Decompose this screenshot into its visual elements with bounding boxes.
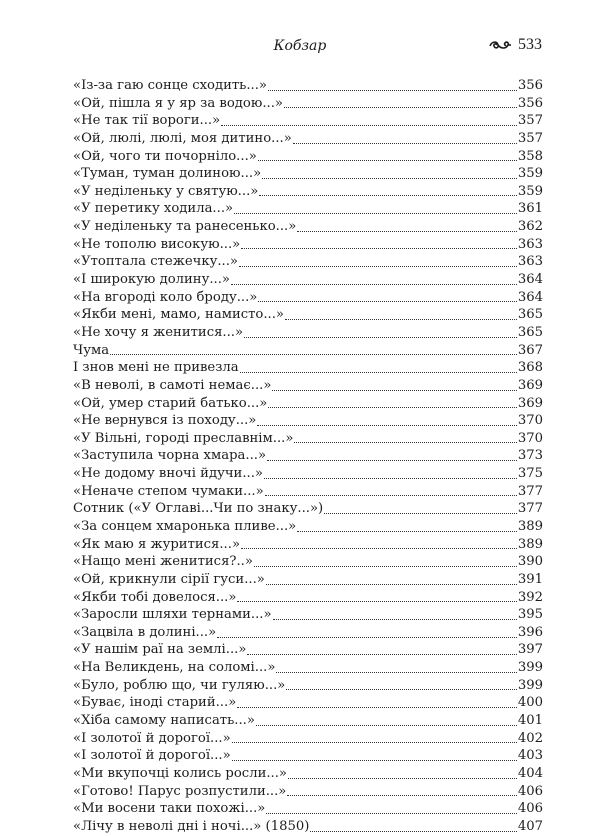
dot-leader <box>258 301 516 302</box>
dot-leader <box>288 778 517 779</box>
dot-leader <box>293 143 517 144</box>
toc-entry-page: 359 <box>517 183 543 199</box>
toc-entry <box>73 642 543 660</box>
dot-leader <box>266 813 516 814</box>
toc-entry-page: 400 <box>517 695 543 711</box>
dot-leader <box>247 654 516 655</box>
toc-entry-page: 363 <box>517 236 543 252</box>
toc-entry-title: «У перетику ходила...» <box>73 201 234 217</box>
toc-entry <box>73 148 543 166</box>
toc-entry <box>73 483 543 501</box>
toc-entry-title: «У нашім раї на землі...» <box>73 642 247 658</box>
toc-entry <box>73 783 543 801</box>
page-header <box>0 36 600 60</box>
dot-leader <box>110 354 517 355</box>
toc-entry-title: «Не вернувся із походу...» <box>73 413 257 429</box>
toc-entry-page: 364 <box>517 289 543 305</box>
toc-entry-page: 359 <box>517 166 543 182</box>
dot-leader <box>244 337 517 338</box>
dot-leader <box>297 231 517 232</box>
toc-entry-page: 377 <box>517 483 543 499</box>
toc-entry <box>73 712 543 730</box>
dot-leader <box>257 425 516 426</box>
toc-entry-title: «Ми восени таки похожі...» <box>73 801 266 817</box>
toc-entry <box>73 377 543 395</box>
toc-entry-page: 363 <box>517 254 543 270</box>
toc-entry <box>73 518 543 536</box>
toc-entry <box>73 677 543 695</box>
toc-entry-page: 362 <box>517 219 543 235</box>
toc-entry <box>73 395 543 413</box>
toc-entry-page: 356 <box>517 77 543 93</box>
toc-entry-title: І знов мені не привезла <box>73 360 239 376</box>
toc-entry <box>73 200 543 218</box>
toc-entry-title: «Туман, туман долиною...» <box>73 166 262 182</box>
toc-entry-title: «Зацвіла в долині...» <box>73 624 217 640</box>
toc-entry-title: «Ой, чого ти почорніло...» <box>73 148 257 164</box>
running-title: Кобзар <box>273 38 327 54</box>
toc-entry <box>73 730 543 748</box>
dot-leader <box>234 213 517 214</box>
toc-entry <box>73 447 543 465</box>
toc-entry-page: 396 <box>517 624 543 640</box>
toc-entry-page: 356 <box>517 95 543 111</box>
dot-leader <box>264 478 517 479</box>
dot-leader <box>265 495 517 496</box>
page-number: 533 <box>518 36 542 53</box>
toc-entry-page: 357 <box>517 130 543 146</box>
dot-leader <box>262 178 517 179</box>
toc-entry-page: 368 <box>517 360 543 376</box>
toc-entry <box>73 659 543 677</box>
toc-entry-title: «І золотої й дорогої...» <box>73 748 231 764</box>
toc-entry <box>73 342 543 360</box>
toc-entry <box>73 606 543 624</box>
toc-entry-page: 389 <box>517 536 543 552</box>
toc-entry <box>73 130 543 148</box>
toc-entry-page: 361 <box>517 201 543 217</box>
page-number-group <box>488 36 542 54</box>
toc-entry-title: «Готово! Парус розпустили...» <box>73 783 287 799</box>
toc-entry-title: «Якби тобі довелося...» <box>73 589 237 605</box>
toc-entry-page: 406 <box>517 783 543 799</box>
dot-leader <box>237 601 516 602</box>
toc-entry-title: «Буває, іноді старий...» <box>73 695 237 711</box>
toc-entry-title: «Лічу в неволі дні і ночі...» (1850) <box>73 818 310 834</box>
toc-entry <box>73 747 543 765</box>
dot-leader <box>268 407 516 408</box>
dot-leader <box>231 284 517 285</box>
toc-entry-page: 370 <box>517 413 543 429</box>
dot-leader <box>241 248 517 249</box>
toc-entry-title: «Заросли шляхи тернами...» <box>73 607 272 623</box>
toc-entry-title: Сотник («У Оглаві...Чи по знаку...») <box>73 501 324 517</box>
dot-leader <box>324 513 517 514</box>
dot-leader <box>217 637 517 638</box>
toc-entry-page: 390 <box>517 554 543 570</box>
toc-entry-page: 358 <box>517 148 543 164</box>
toc-entry-title: «Якби мені, мамо, намисто...» <box>73 307 284 323</box>
toc-entry <box>73 500 543 518</box>
toc-entry-page: 392 <box>517 589 543 605</box>
toc-entry-title: «Нащо мені женитися?..» <box>73 554 253 570</box>
toc-entry-page: 399 <box>517 660 543 676</box>
dot-leader <box>287 795 516 796</box>
toc-entry-title: «Не хочу я женитися...» <box>73 324 244 340</box>
dot-leader <box>241 548 517 549</box>
toc-entry <box>73 412 543 430</box>
toc-entry-title: Чума <box>73 342 110 358</box>
toc-entry-title: «Хіба самому написать...» <box>73 713 255 729</box>
dot-leader <box>310 831 516 832</box>
toc-entry-page: 365 <box>517 324 543 340</box>
toc-entry <box>73 694 543 712</box>
toc-entry <box>73 624 543 642</box>
dot-leader <box>268 90 517 91</box>
toc-entry-page: 373 <box>517 448 543 464</box>
dot-leader <box>272 390 516 391</box>
toc-entry-page: 389 <box>517 519 543 534</box>
toc-entry-page: 407 <box>517 818 543 834</box>
fleuron-icon <box>488 37 512 53</box>
toc-entry <box>73 236 543 254</box>
toc-entry-title: «Заступила чорна хмара...» <box>73 448 267 464</box>
toc-entry <box>73 324 543 342</box>
toc-entry <box>73 536 543 554</box>
dot-leader <box>232 742 517 743</box>
toc-entry-page: 369 <box>517 377 543 393</box>
dot-leader <box>285 319 517 320</box>
toc-entry-title: «Ой, пішла я у яр за водою...» <box>73 95 283 111</box>
toc-entry-page: 364 <box>517 272 543 288</box>
toc-entry-page: 370 <box>517 430 543 446</box>
dot-leader <box>294 442 516 443</box>
dot-leader <box>254 566 517 567</box>
toc-entry-page: 401 <box>517 713 543 729</box>
dot-leader <box>267 460 517 461</box>
toc-entry <box>73 465 543 483</box>
toc-entry-page: 404 <box>517 765 543 781</box>
toc-entry-title: «Ой, умер старий батько...» <box>73 395 268 411</box>
toc-entry-title: «Неначе степом чумаки...» <box>73 483 264 499</box>
toc-entry <box>73 571 543 589</box>
toc-entry-title: «Як маю я журитися...» <box>73 536 241 552</box>
toc-entry-page: 395 <box>517 607 543 623</box>
toc-entry-page: 357 <box>517 113 543 129</box>
toc-entry-title: «У Вільні, городі преславнім...» <box>73 430 294 446</box>
toc-entry <box>73 183 543 201</box>
toc-entry-title: «І золотої й дорогої...» <box>73 730 231 746</box>
toc-entry-title: «Утоптала стежечку...» <box>73 254 238 270</box>
toc-entry-title: «В неволі, в самоті немає...» <box>73 377 272 393</box>
toc-entry-title: «Ми вкупочці колись росли...» <box>73 765 288 781</box>
toc-entry <box>73 765 543 783</box>
toc-entry-page: 365 <box>517 307 543 323</box>
toc-entry-page: 391 <box>517 571 543 587</box>
toc-entry-title: «Було, роблю що, чи гуляю...» <box>73 677 286 693</box>
dot-leader <box>266 584 517 585</box>
toc-entry-page: 375 <box>517 466 543 482</box>
toc-entry-page: 402 <box>517 730 543 746</box>
toc-entry-title: «Не тополю високую...» <box>73 236 241 252</box>
toc-entry-title: «І широкую долину...» <box>73 272 230 288</box>
dot-leader <box>258 160 517 161</box>
toc-entry-page: 367 <box>517 342 543 358</box>
dot-leader <box>256 725 517 726</box>
dot-leader <box>276 672 516 673</box>
toc-entry-title: «У неділеньку у святую...» <box>73 183 259 199</box>
toc-entry-title: «У неділеньку та ранесенько...» <box>73 219 297 235</box>
dot-leader <box>284 107 517 108</box>
toc-entry <box>73 77 543 95</box>
toc-entry-title: «Не додому вночі йдучи...» <box>73 466 263 482</box>
toc-entry-title: «Ой, люлі, люлі, моя дитино...» <box>73 130 292 146</box>
dot-leader <box>240 372 517 373</box>
toc-entry-page: 369 <box>517 395 543 411</box>
toc-entry-title: «Ой, крикнули сірії гуси...» <box>73 571 265 587</box>
table-of-contents <box>73 77 543 836</box>
toc-entry <box>73 306 543 324</box>
toc-entry <box>73 112 543 130</box>
toc-entry <box>73 271 543 289</box>
toc-entry <box>73 95 543 113</box>
toc-entry <box>73 430 543 448</box>
toc-entry <box>73 289 543 307</box>
dot-leader <box>239 266 517 267</box>
toc-entry <box>73 253 543 271</box>
dot-leader <box>232 760 517 761</box>
toc-entry-title: «Із-за гаю сонце сходить...» <box>73 77 268 93</box>
toc-entry <box>73 165 543 183</box>
dot-leader <box>273 619 517 620</box>
toc-entry-page: 399 <box>517 677 543 693</box>
toc-entry <box>73 553 543 571</box>
toc-entry-title: «На Великдень, на соломі...» <box>73 660 276 676</box>
toc-entry <box>73 218 543 236</box>
toc-entry <box>73 589 543 607</box>
toc-entry-page: 403 <box>517 748 543 764</box>
dot-leader <box>297 531 517 532</box>
toc-entry-page: 406 <box>517 801 543 817</box>
dot-leader <box>286 689 516 690</box>
dot-leader <box>237 707 517 708</box>
dot-leader <box>221 125 517 126</box>
toc-entry-page: 397 <box>517 642 543 658</box>
toc-entry <box>73 800 543 818</box>
toc-entry <box>73 359 543 377</box>
toc-entry-title: «Не так тії вороги...» <box>73 113 221 129</box>
dot-leader <box>259 195 517 196</box>
toc-entry-page: 377 <box>517 501 543 517</box>
toc-entry-title: «За сонцем хмаронька пливе...» <box>73 519 297 534</box>
toc-entry-title: «На вгороді коло броду...» <box>73 289 258 305</box>
